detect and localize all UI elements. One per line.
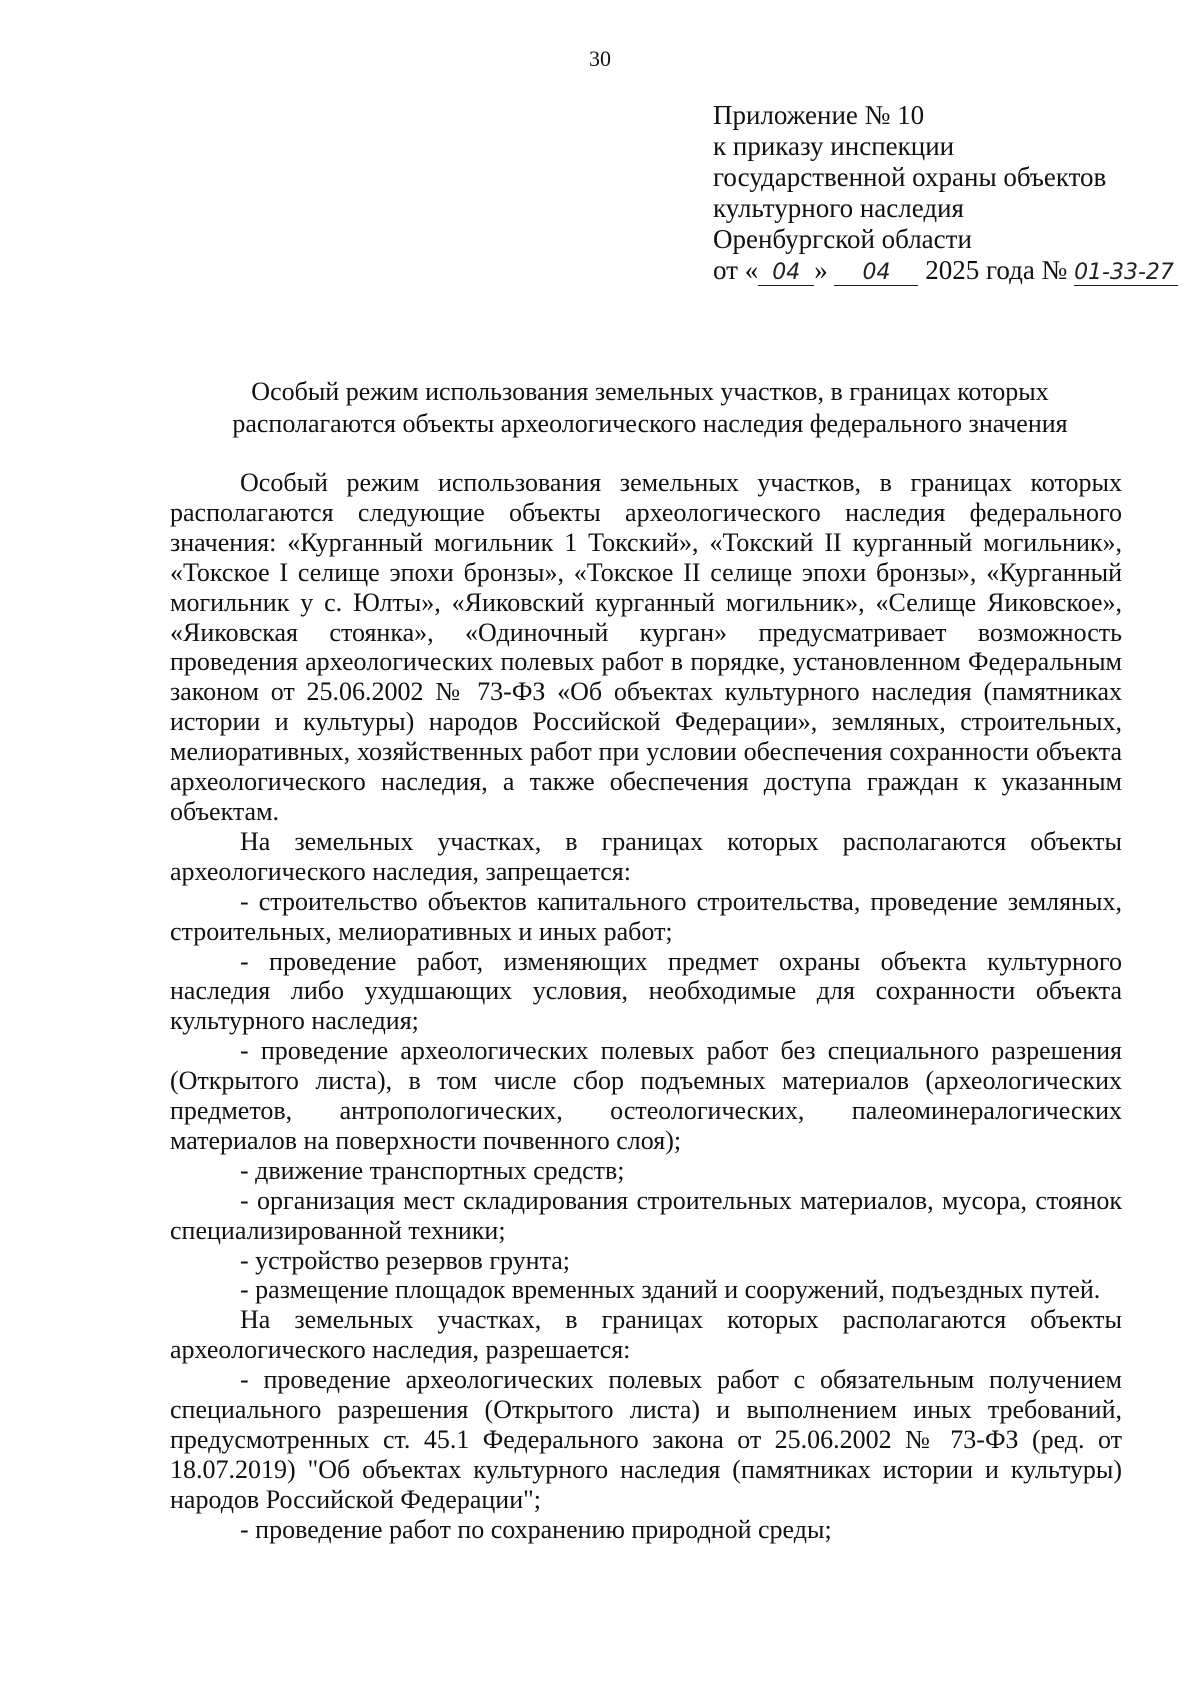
- list-item: - проведение археологических полевых работ без специального разрешения (Открытого листа), в том числе сбор подъемных материалов (археологических предметов, антропологических, остеологических, палеоминералогических материалов на поверхности почвенного слоя);: [170, 1036, 1122, 1155]
- date-mid: »: [814, 255, 828, 285]
- appendix-order-line: к приказу инспекции: [713, 131, 955, 161]
- appendix-region-line: Оренбургской области: [713, 224, 972, 254]
- list-item: - движение транспортных средств;: [240, 1155, 625, 1185]
- list-item: - строительство объектов капитального строительства, проведение земляных, строительных, мелиоративных и иных работ;: [170, 886, 1122, 946]
- handwritten-month: 04: [834, 261, 918, 286]
- date-year: 2025 года №: [925, 255, 1068, 285]
- list-item: - проведение археологических полевых работ с обязательным получением специального разрешения (Открытого листа) и выполнением иных требований, предусмотренных ст. 45.1 Федерального закона от 25.06.2002 № 73-ФЗ (ред. от 18.07.2019) "Об объектах культурного наследия (памятниках истории и культуры) народов Российской Федерации";: [170, 1365, 1122, 1514]
- title-line-2: располагаются объекты археологического наследия федерального значения: [232, 409, 1068, 438]
- document-body: [170, 468, 1122, 1545]
- list-item: - размещение площадок временных зданий и сооружений, подъездных путей.: [240, 1275, 1101, 1305]
- list-item: - организация мест складирования строительных материалов, мусора, стоянок специализированной техники;: [170, 1185, 1122, 1245]
- paragraph-allowed-heading: На земельных участках, в границах которых располагаются объекты археологического наследия, разрешается:: [170, 1305, 1122, 1365]
- paragraph-prohibited-heading: На земельных участках, в границах которых располагаются объекты археологического наследия, запрещается:: [170, 826, 1122, 886]
- page-number: 30: [589, 46, 611, 71]
- appendix-authority-line: государственной охраны объектов: [713, 162, 1107, 192]
- handwritten-order-number: 01-33-27: [1074, 261, 1178, 286]
- appendix-heading: Приложение № 10: [713, 100, 925, 130]
- list-item: - проведение работ, изменяющих предмет охраны объекта культурного наследия либо ухудшающих условия, необходимые для сохранности объекта культурного наследия;: [170, 946, 1122, 1036]
- title-line-1: Особый режим использования земельных участков, в границах которых: [251, 377, 1049, 406]
- appendix-block: [713, 100, 1183, 286]
- document-title: [140, 376, 1160, 440]
- paragraph-intro: Особый режим использования земельных участков, в границах которых располагаются следующие объекты археологического наследия федерального значения: «Курганный могильник 1 Токский», «Токский II курганный могильник», «Токское I селище эпохи бронзы», «Токское II селище эпохи бронзы», «Курганный могильник у с. Юлты», «Яиковский курганный могильник», «Селище Яиковское», «Яиковская стоянка», «Одиночный курган» предусматривает возможность проведения археологических полевых работ в порядке, установленном Федеральным законом от 25.06.2002 № 73-ФЗ «Об объектах культурного наследия (памятниках истории и культуры) народов Российской Федерации», земляных, строительных, мелиоративных, хозяйственных работ при условии обеспечения сохранности объекта археологического наследия, а также обеспечения доступа граждан к указанным объектам.: [170, 468, 1122, 826]
- date-prefix: от «: [713, 255, 759, 285]
- appendix-date-line: [713, 255, 1183, 286]
- list-item: - устройство резервов грунта;: [240, 1245, 571, 1275]
- handwritten-day: 04: [758, 261, 814, 286]
- appendix-heritage-line: культурного наследия: [713, 193, 964, 223]
- list-item: - проведение работ по сохранению природной среды;: [240, 1514, 832, 1544]
